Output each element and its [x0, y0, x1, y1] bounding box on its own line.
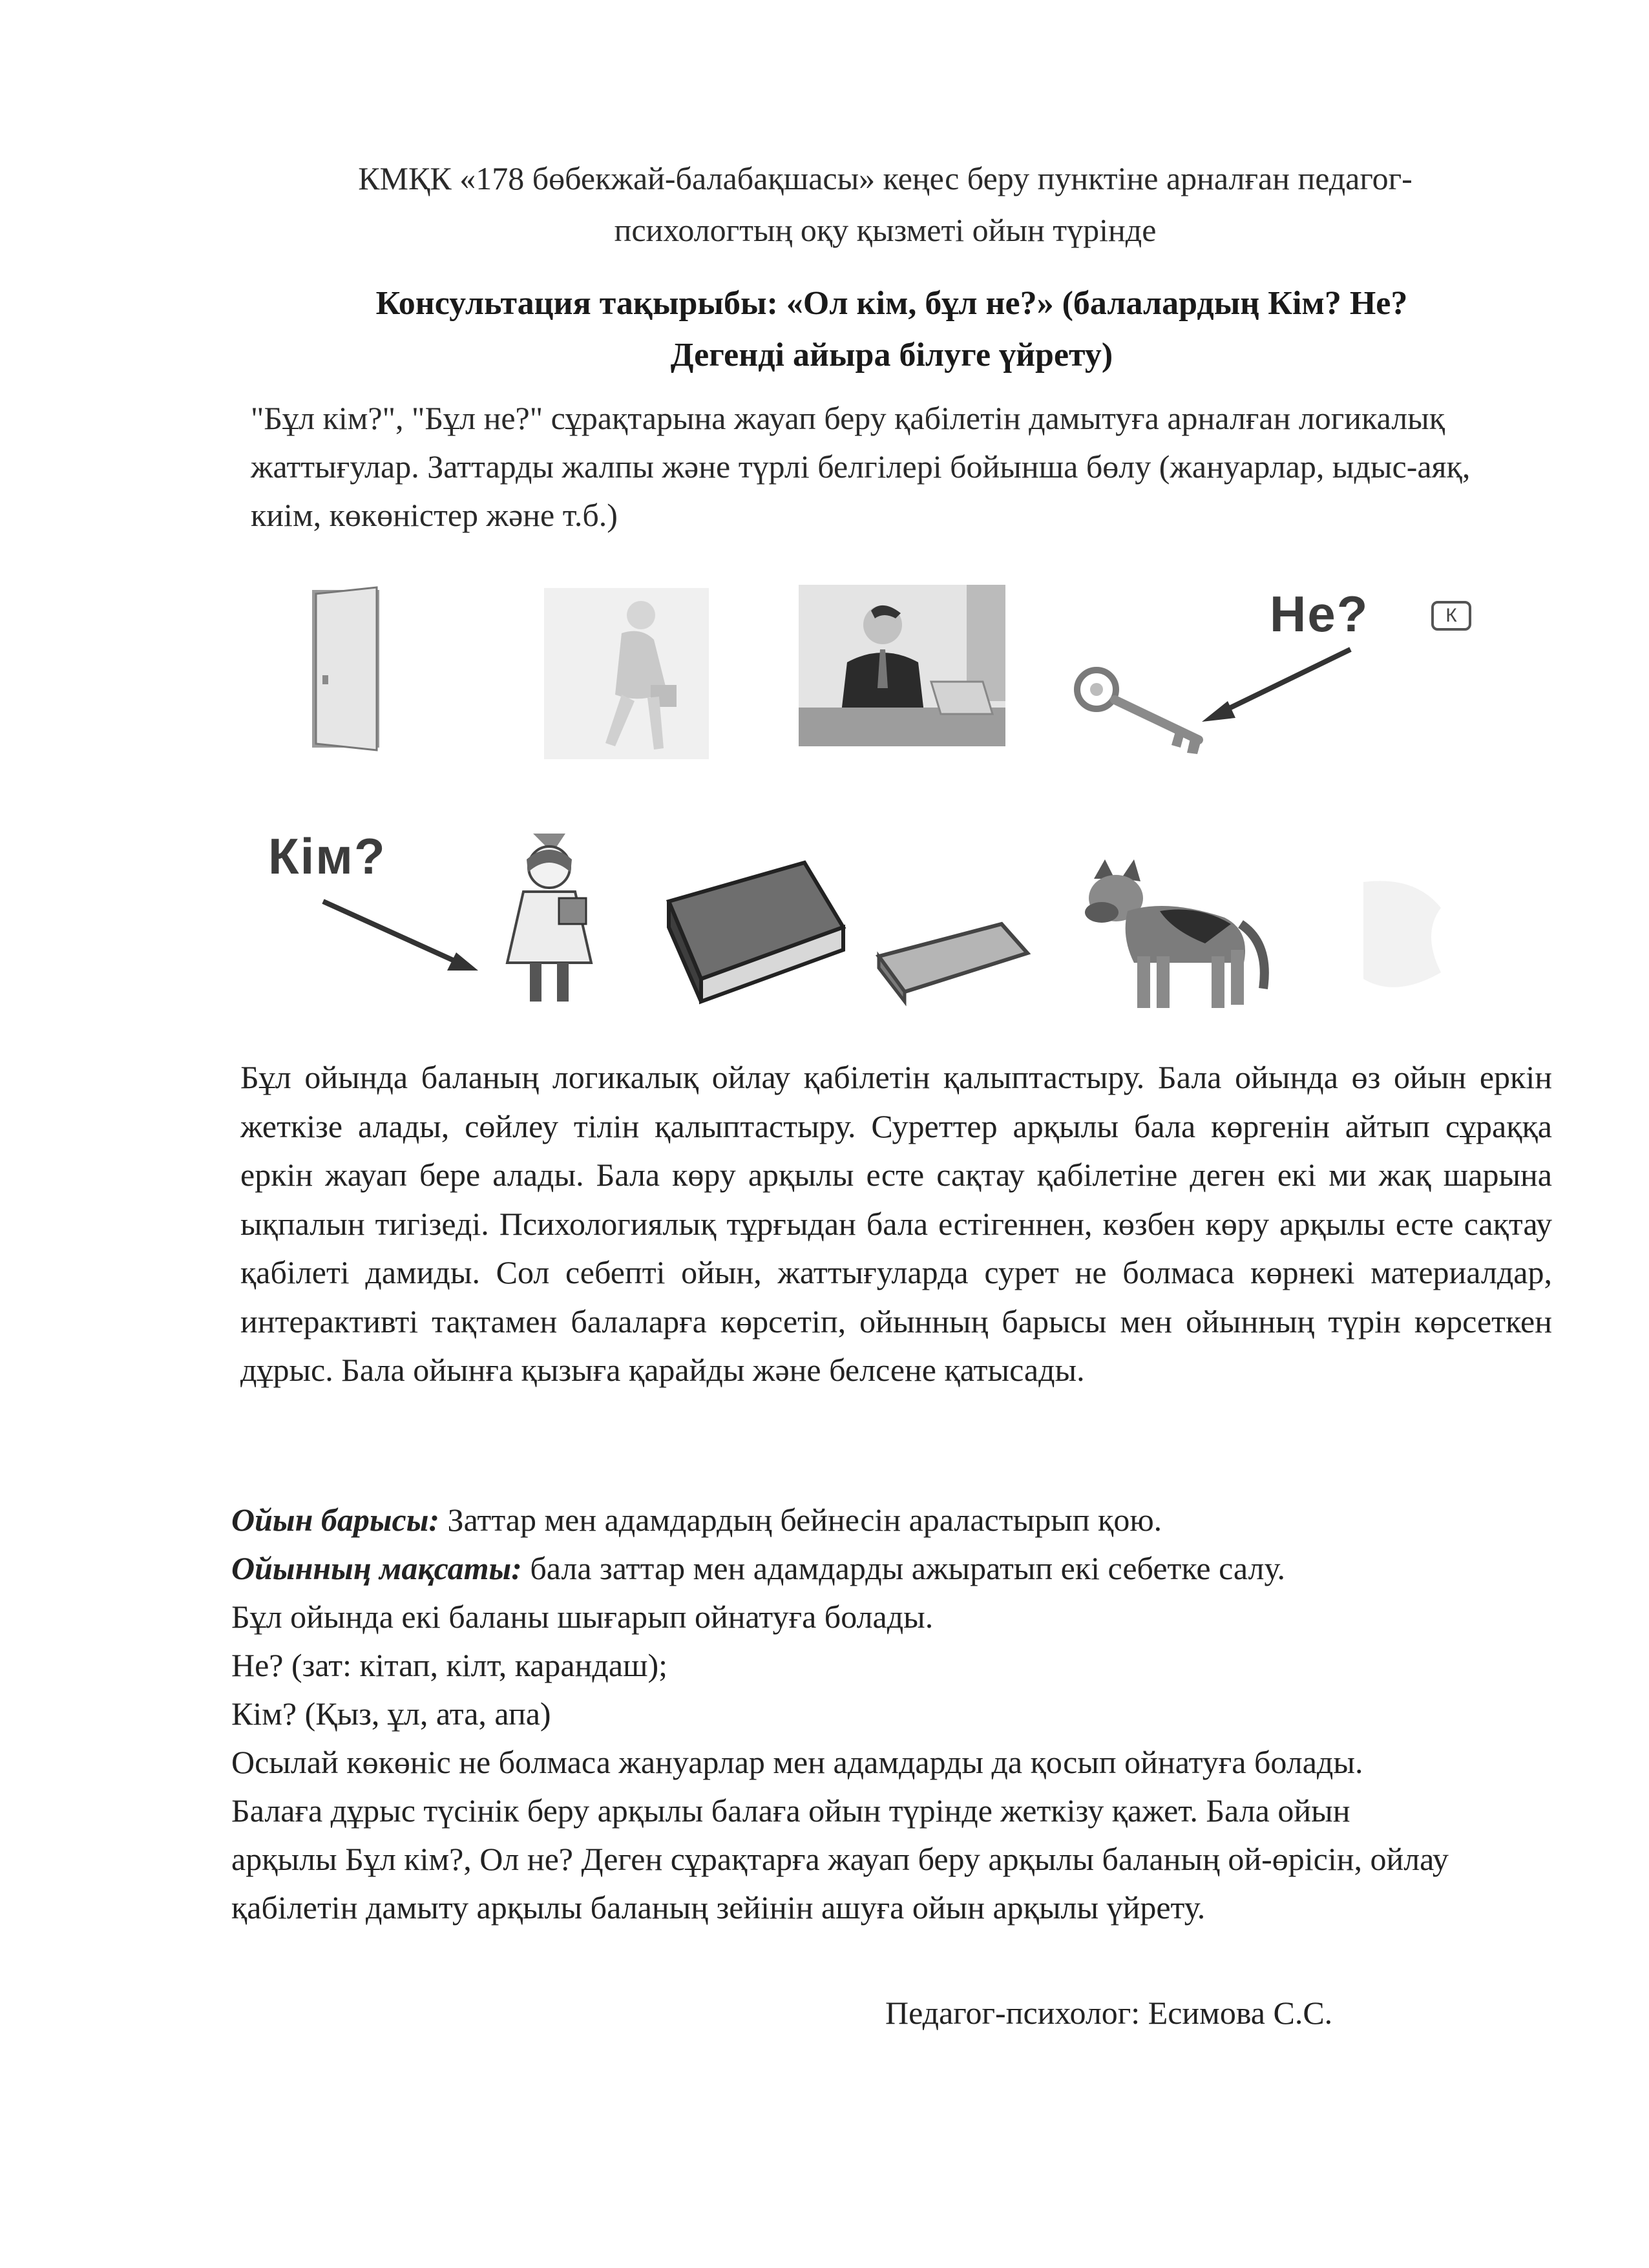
- eraser-icon: [872, 918, 1034, 1008]
- game-description: [231, 1496, 1556, 1932]
- man-at-desk-icon: [799, 585, 1005, 746]
- game-process-line: [231, 1496, 1556, 1544]
- game-goal-text: бала заттар мен адамдарды ажыратып екі себетке салу.: [521, 1550, 1285, 1586]
- woman-walking-icon: [544, 588, 709, 759]
- header-line-1: КМҚК «178 бөбекжай-балабақшасы» кеңес беру пунктіне арналған педагог-: [358, 160, 1413, 196]
- game-line-4: Не? (зат: кітап, кілт, карандаш);: [231, 1647, 668, 1683]
- book-icon: [643, 856, 850, 1011]
- game-goal-label: Ойынның мақсаты:: [231, 1550, 522, 1586]
- door-icon: [307, 585, 384, 753]
- dog-icon: [1076, 859, 1270, 1014]
- faded-object-icon: [1350, 869, 1454, 998]
- subject-line-1: Консультация тақырыбы: «Ол кім, бұл не?» (балалардың Кім? Не?: [375, 285, 1408, 322]
- girl-doll-icon: [488, 827, 611, 1021]
- label-what: Не?: [1270, 585, 1369, 642]
- document-header: [246, 152, 1525, 256]
- k-badge-icon: К: [1431, 601, 1471, 631]
- signature: Педагог-психолог: Есимова С.С.: [885, 1995, 1333, 2031]
- game-line-3: Бұл ойында екі баланы шығарып ойнатуға болады.: [231, 1599, 934, 1635]
- game-process-label: Ойын барысы:: [231, 1502, 440, 1538]
- subject-line-2: Дегенді айыра білуге үйрету): [670, 337, 1113, 373]
- consultation-subject: [246, 278, 1538, 381]
- game-goal-line: [231, 1544, 1556, 1593]
- main-paragraph: Бұл ойында баланың логикалық ойлау қабілетін қалыптастыру. Бала ойында өз ойын еркін жеткізе алады, сөйлеу тілін қалыптастыру. Суреттер арқылы бала көргенін айтып сұраққа еркін жауап бере алады. Бала көру арқылы есте сақтау қабілетіне деген екі ми жақ шарына ықпалын тигізеді. Психологиялық тұрғыдан бала естігеннен, көзбен көру арқылы есте сақтау қабілеті дамиды. Сол себепті ойын, жаттығуларда сурет не болмаса көрнекі материалдар, интерактивті тақтамен балаларға көрсетіп, ойынның барысы мен ойынның түрін көрсеткен дұрыс. Бала ойынға қызыға қарайды және белсене қатысады.: [240, 1059, 1552, 1388]
- label-who: Кім?: [268, 828, 386, 885]
- game-closing-paragraph: Осылай көкөніс не болмаса жануарлар мен адамдарды да қосып ойнатуға болады. Балаға дұрыс түсінік беру арқылы балаға ойын түрінде жеткізу қажет. Бала ойын арқылы Бұл кім?, Ол не? Деген сұрақтарға жауап беру арқылы баланың ой-өрісін, ойлау қабілетін дамыту арқылы баланың зейінін ашуға ойын арқылы үйрету.: [231, 1744, 1449, 1926]
- intro-paragraph: "Бұл кім?", "Бұл не?" сұрақтарына жауап беру қабілетін дамытуға арналған логикалық жаттығулар. Заттарды жалпы және түрлі белгілері бойынша бөлу (жануарлар, ыдыс-аяқ, киім, көкөністер және т.б.): [251, 400, 1471, 533]
- game-line-5: Кім? (Қыз, ұл, ата, апа): [231, 1696, 551, 1732]
- arrow-to-girl-icon: [317, 892, 485, 976]
- header-line-2: психологтың оқу қызметі ойын түрінде: [614, 212, 1157, 248]
- game-process-text: Заттар мен адамдардың бейнесін араластырып қою.: [439, 1502, 1162, 1538]
- arrow-to-key-icon: [1195, 643, 1357, 727]
